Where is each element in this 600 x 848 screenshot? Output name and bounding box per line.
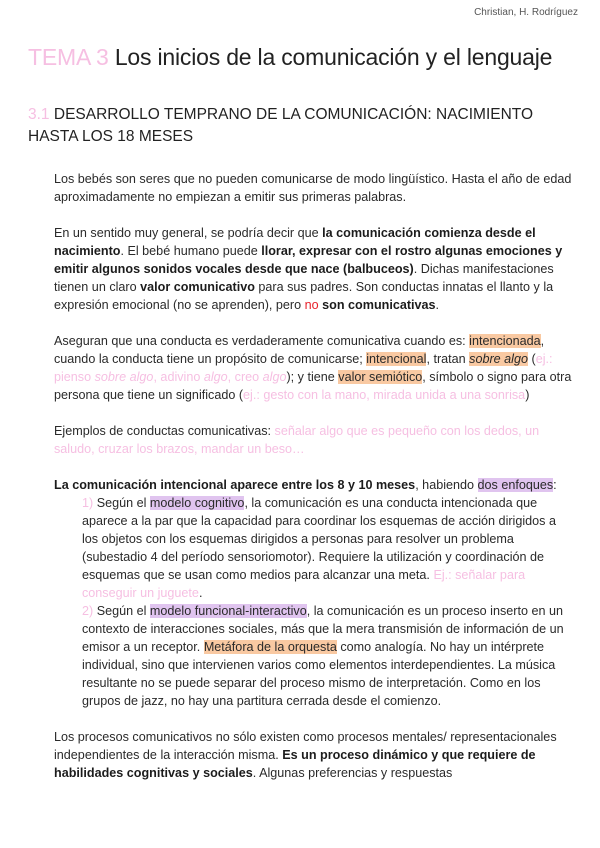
section-number: 3.1 xyxy=(28,106,50,123)
highlight-intencionada: intencionada xyxy=(469,334,541,348)
author-name: Christian, H. Rodríguez xyxy=(474,7,578,18)
list-item-functional-model: 2) Según el modelo funcional-interactivo, la comunicación es un proceso inserto en un contexto de interacciones sociales, más que la mera transmisión de información de un emisor a un receptor. Metáfora de la orquesta como analogía. No hay un intérprete individual, sino que intervienen varios como elementos interdependientes. La música resultante no se puede separar del proceso mismo de interpretación. Como en los grupos de jazz, no hay una partitura cerrada desde el comienzo. xyxy=(82,604,564,708)
paragraph-intro: Los bebés son seres que no pueden comunicarse de modo lingüístico. Hasta el año de edad aproximadamente no empiezan a emitir sus primeras palabras. xyxy=(54,172,572,204)
paragraph-examples: Ejemplos de conductas comunicativas: señalar algo que es pequeño con los dedos, un saludo, cruzar los brazos, mandar un beso… xyxy=(54,424,540,456)
paragraph-intentional-communication: La comunicación intencional aparece entre los 8 y 10 meses, habiendo dos enfoques: xyxy=(54,478,557,492)
paragraph-communicative-processes: Los procesos comunicativos no sólo existen como procesos mentales/ representacionales independientes de la interacción misma. Es un proceso dinámico y que requiere de habilidades cognitivas y sociales. Algunas preferencias y respuestas xyxy=(54,730,557,780)
approaches-list xyxy=(82,494,574,710)
highlight-modelo-funcional: modelo funcional-interactivo xyxy=(149,604,307,618)
paragraph-communicative-criteria: Aseguran que una conducta es verdaderamente comunicativa cuando es: intencionada, cuando la conducta tiene un propósito de comunicarse; intencional, tratan sobre algo (ej.: pienso sobre algo, adivino algo, creo algo); y tiene valor semiótico, símbolo o signo para otra persona que tiene un significado (ej.: gesto con la mano, mirada unida a una sonrisa) xyxy=(54,334,572,402)
highlight-intencional: intencional xyxy=(366,352,427,366)
highlight-metafora-orquesta: Metáfora de la orquesta xyxy=(203,640,337,654)
paragraph-communication-origin: En un sentido muy general, se podría decir que la comunicación comienza desde el nacimiento. El bebé humano puede llorar, expresar con el rostro algunas emociones y emitir algunos sonidos vocales desde que nace (balbuceos). Dichas manifestaciones tienen un claro valor comunicativo para sus padres. Son conductas innatas el llanto y la expresión emocional (no se aprenden), pero no son comunicativas. xyxy=(54,226,563,312)
highlight-valor-semiotico: valor semiótico xyxy=(338,370,423,384)
chapter-number: TEMA 3 xyxy=(28,44,109,70)
highlight-dos-enfoques: dos enfoques xyxy=(477,478,554,492)
section-title-text: DESARROLLO TEMPRANO DE LA COMUNICACIÓN: NACIMIENTO HASTA LOS 18 MESES xyxy=(28,106,534,145)
section-heading xyxy=(28,104,558,148)
chapter-title xyxy=(28,44,588,71)
highlight-sobre-algo: sobre algo xyxy=(469,352,528,366)
chapter-title-text: Los inicios de la comunicación y el lenguaje xyxy=(114,44,553,70)
highlight-modelo-cognitivo: modelo cognitivo xyxy=(149,496,245,510)
document-body xyxy=(54,170,574,800)
negation-no: no xyxy=(304,298,319,312)
list-item-cognitive-model: 1) Según el modelo cognitivo, la comunicación es una conducta intencionada que aparece a la par que la capacidad para coordinar los esquemas de acción dirigidos a los objetos con los esquemas dirigidos a personas para resolver un problema (subestadio 4 del período sensoriomotor). Requiere la utilización y coordinación de esquemas que se usan como medios para alcanzar una meta. Ej.: señalar para conseguir un juguete. xyxy=(82,496,556,600)
